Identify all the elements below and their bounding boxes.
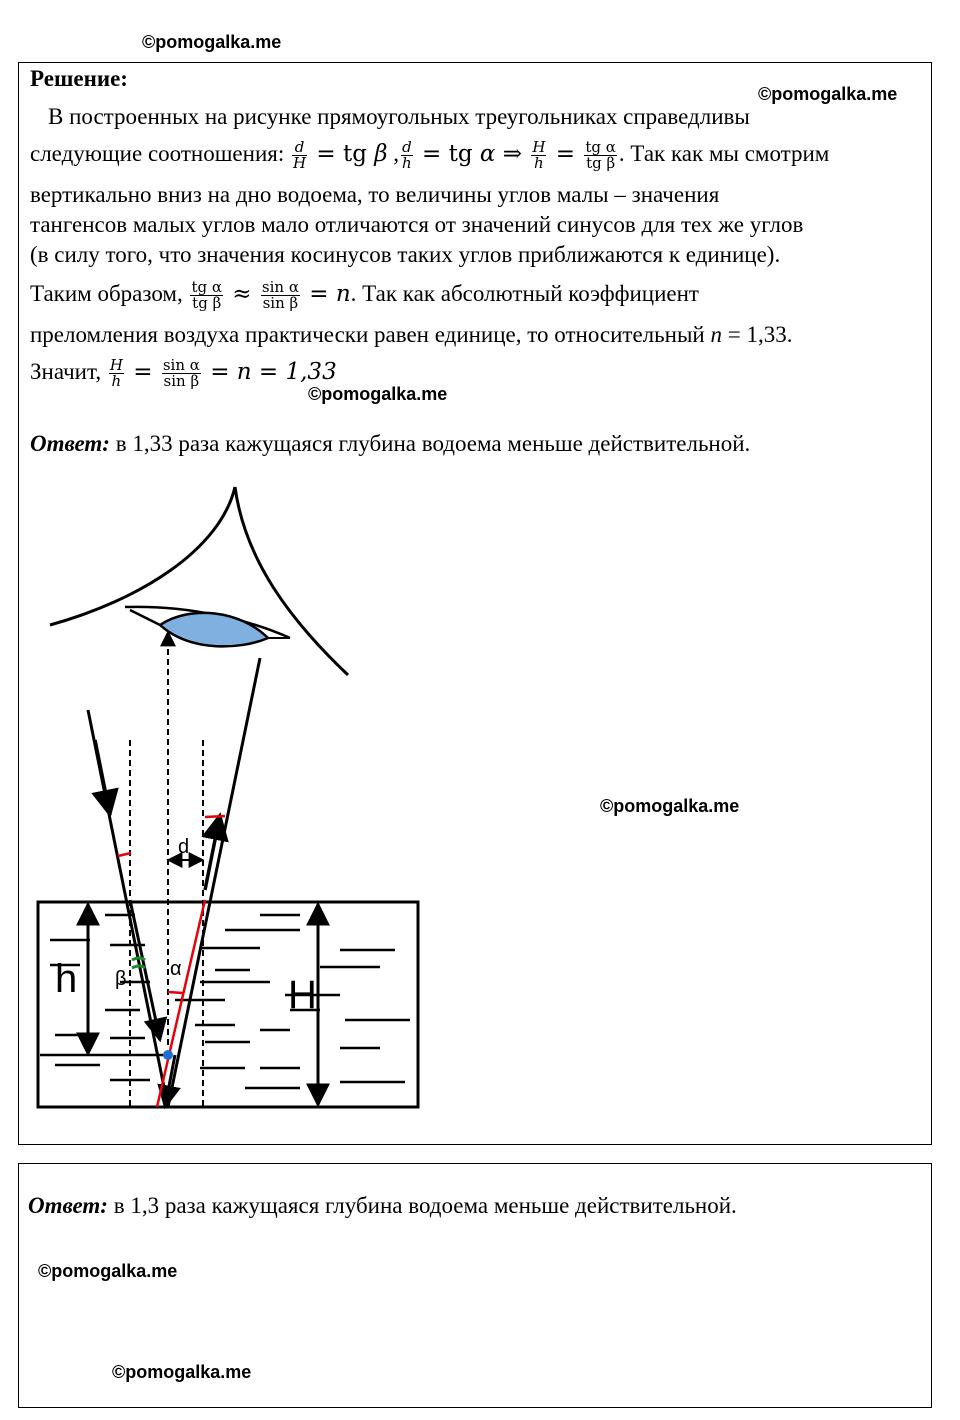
- fraction-H-over-h: $\frac{H}{h}$: [109, 356, 123, 391]
- fraction-sin-ratio: $\frac{\text{sin α}}{\text{sin β}}$: [162, 356, 200, 391]
- watermark: ©pomogalka.me: [38, 1261, 178, 1281]
- solution-heading: Решение:: [30, 66, 128, 91]
- fraction-tg-ratio: $\frac{\text{tg α}}{\text{tg β}}$: [585, 138, 616, 173]
- emergent-ray: [168, 658, 260, 1107]
- label-beta: β: [115, 968, 127, 990]
- water-surface-dashes: [40, 915, 410, 1088]
- eye-lower-lid: [235, 487, 348, 675]
- solution-line-2: следующие соотношения: $\frac{d}{H}$ = tg β , $\frac{d}{h}$ = tg α ⇒ $\frac{H}{h}$ = $\frac{\text{tg α}}{\text{tg β}}$ . Так как мы смотрим: [30, 138, 830, 173]
- answer-line-1: [30, 429, 750, 459]
- eye-lens: [160, 613, 268, 647]
- solution-line-4: тангенсов малых углов мало отличаются от значений синусов для тех же углов: [30, 212, 804, 237]
- answer-text: в 1,33 раза кажущаяся глубина водоема меньше действительной.: [109, 431, 751, 456]
- watermark: ©pomogalka.me: [600, 796, 740, 816]
- label-d: d: [178, 836, 190, 858]
- label-alpha: α: [170, 958, 182, 980]
- object-point: [163, 1050, 173, 1060]
- answer-label: Ответ:: [30, 431, 110, 456]
- label-H: H: [288, 973, 317, 1017]
- fraction-d-over-h: $\frac{d}{h}$: [402, 138, 412, 173]
- answer-label: Ответ:: [28, 1193, 108, 1218]
- watermark: ©pomogalka.me: [112, 1362, 252, 1382]
- fraction-d-over-H: $\frac{d}{H}$: [292, 138, 307, 173]
- fraction-H-over-h: $\frac{H}{h}$: [532, 138, 546, 173]
- solution-line-3: вертикально вниз на дно водоема, то величины углов малы – значения: [30, 182, 720, 207]
- water-body: [38, 902, 418, 1107]
- solution-line-5: (в силу того, что значения косинусов таких углов приближаются к единице).: [30, 242, 781, 267]
- watermark: ©pomogalka.me: [142, 32, 282, 52]
- eye-upper-lid: [50, 487, 235, 625]
- apparent-ray-red: [157, 900, 205, 1107]
- incident-arrow: [95, 740, 110, 815]
- answer-text: в 1,3 раза кажущаяся глубина водоема меньше действительной.: [107, 1193, 737, 1218]
- fraction-sin-ratio: $\frac{\text{sin α}}{\text{sin β}}$: [261, 278, 299, 313]
- solution-line-1: В построенных на рисунке прямоугольных треугольниках справедливы: [48, 104, 750, 129]
- watermark: ©pomogalka.me: [758, 84, 898, 104]
- solution-line-7: преломления воздуха практически равен единице, то относительный n = 1,33.: [30, 322, 793, 347]
- answer-line-2: [28, 1191, 737, 1221]
- solution-line-6: Таким образом, $\frac{\text{tg α}}{\text{tg β}}$ ≈ $\frac{\text{sin α}}{\text{sin β}}$ = n. Так как абсолютный коэффициент: [30, 278, 699, 313]
- watermark: ©pomogalka.me: [308, 384, 448, 404]
- label-h: h: [55, 957, 78, 1001]
- text-run: следующие соотношения:: [30, 141, 290, 166]
- refraction-diagram: [0, 470, 440, 1120]
- solution-line-8: Значит, $\frac{H}{h}$ = $\frac{\text{sin α}}{\text{sin β}}$ = n = 1,33: [30, 356, 337, 391]
- fraction-tg-ratio: $\frac{\text{tg α}}{\text{tg β}}$: [191, 278, 222, 313]
- emergent-arrow: [205, 815, 220, 890]
- refracted-ray-in-water: [130, 900, 160, 1040]
